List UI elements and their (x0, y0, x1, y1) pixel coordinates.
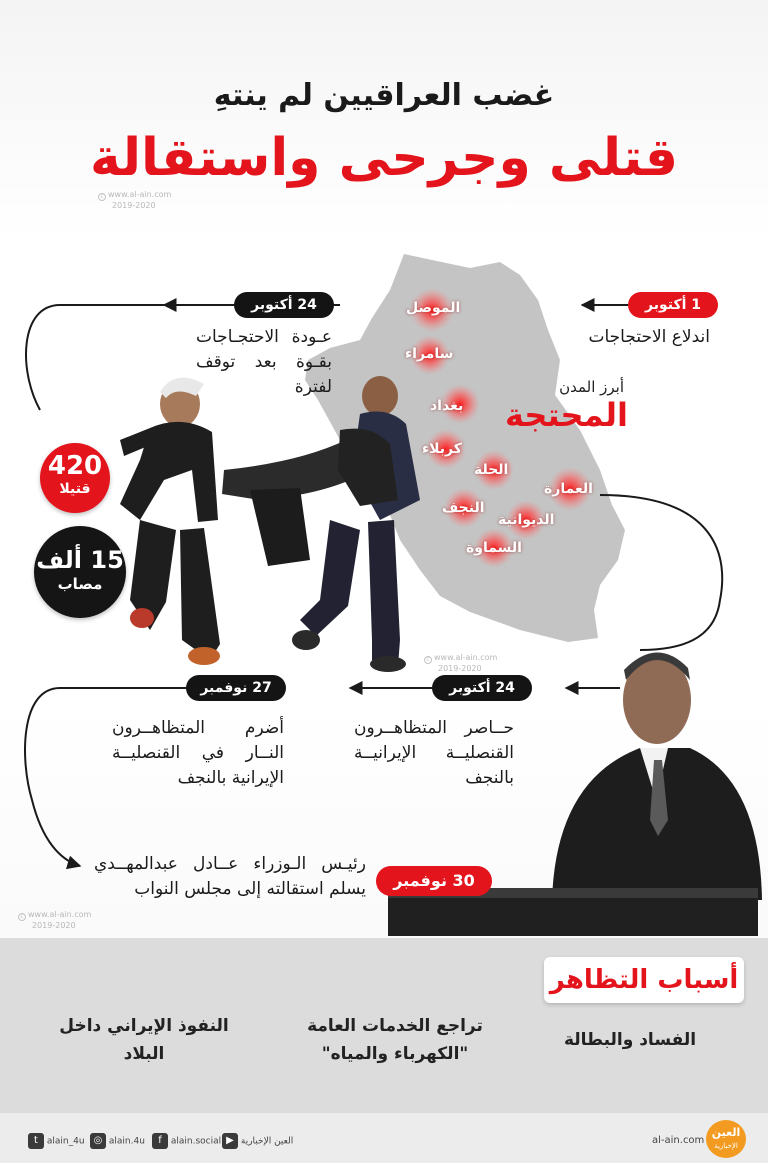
event-text-3: حــاصر المتظاهــرون القنصليــة الإيرانيــة بالنجف (354, 718, 514, 788)
city-samarra: سامراء (405, 346, 454, 362)
facebook-icon: f (152, 1133, 168, 1149)
brand-logo: العين الإخبارية (706, 1120, 746, 1158)
subtitle: غضب العراقيين لم ينتهِ (213, 78, 555, 113)
city-baghdad: بغداد (430, 398, 464, 414)
twitter-icon: t (28, 1133, 44, 1149)
city-diwaniyah: الديوانية (498, 512, 555, 528)
city-samawah: السماوة (466, 540, 522, 556)
cause-corruption: الفساد والبطالة (563, 1030, 697, 1050)
city-najaf: النجف (442, 500, 485, 516)
headline: قتلى وجرحى واستقالة (89, 128, 679, 188)
cause-services: تراجع الخدمات العامة "الكهرباء والمياه" (307, 1016, 483, 1064)
event-text-2: عـودة الاحتجـاجات بقـوة بعد توقف لفترة (196, 327, 332, 397)
date-pill-3: 24 أكتوبر (432, 675, 532, 701)
youtube-link[interactable]: ▶ العين الإخبارية (222, 1133, 293, 1149)
city-mosul: الموصل (406, 300, 461, 316)
city-karbala: كربلاء (422, 441, 462, 457)
watermark-map: c www.al-ain.com 2019-2020 (424, 653, 497, 673)
event-text-1: اندلاع الاحتجاجات (588, 327, 710, 347)
cause-iran-influence: النفوذ الإيراني داخل البلاد (59, 1016, 229, 1064)
injured-label: مصاب (57, 575, 103, 593)
youtube-icon: ▶ (222, 1133, 238, 1149)
killed-label: قتيلا (59, 481, 91, 497)
instagram-icon: ◎ (90, 1133, 106, 1149)
killed-stat (40, 443, 110, 513)
event-text-4: أضرم المتظاهــرون النــار في القنصليــة الإيرانية بالنجف (112, 718, 284, 788)
injured-value: 15 ألف (36, 546, 124, 574)
map-label-big: المحتجة (504, 396, 628, 434)
date-pill-4: 27 نوفمبر (186, 675, 286, 701)
map-label-small: أبرز المدن (559, 378, 624, 396)
site-link[interactable]: al-ain.com (652, 1135, 705, 1146)
date-pill-1: 1 أكتوبر (628, 292, 718, 318)
event-text-5: رئيـس الـوزراء عــادل عبدالمهــدي يسلم استقالته إلى مجلس النواب (94, 854, 366, 899)
facebook-link[interactable]: f alain.social (152, 1133, 221, 1149)
twitter-link[interactable]: t alain_4u (28, 1133, 85, 1149)
instagram-link[interactable]: ◎ alain.4u (90, 1133, 145, 1149)
watermark: c www.al-ain.com 2019-2020 (98, 190, 171, 210)
city-hilla: الحلة (474, 462, 509, 478)
city-amarah: العمارة (544, 481, 593, 497)
killed-value: 420 (47, 451, 103, 481)
date-pill-5: 30 نوفمبر (376, 866, 492, 896)
protest-photo (120, 376, 420, 672)
causes-title: أسباب التظاهر (544, 957, 744, 1003)
date-pill-2: 24 أكتوبر (234, 292, 334, 318)
injured-stat (34, 526, 126, 618)
watermark-bottom: c www.al-ain.com 2019-2020 (18, 910, 91, 930)
